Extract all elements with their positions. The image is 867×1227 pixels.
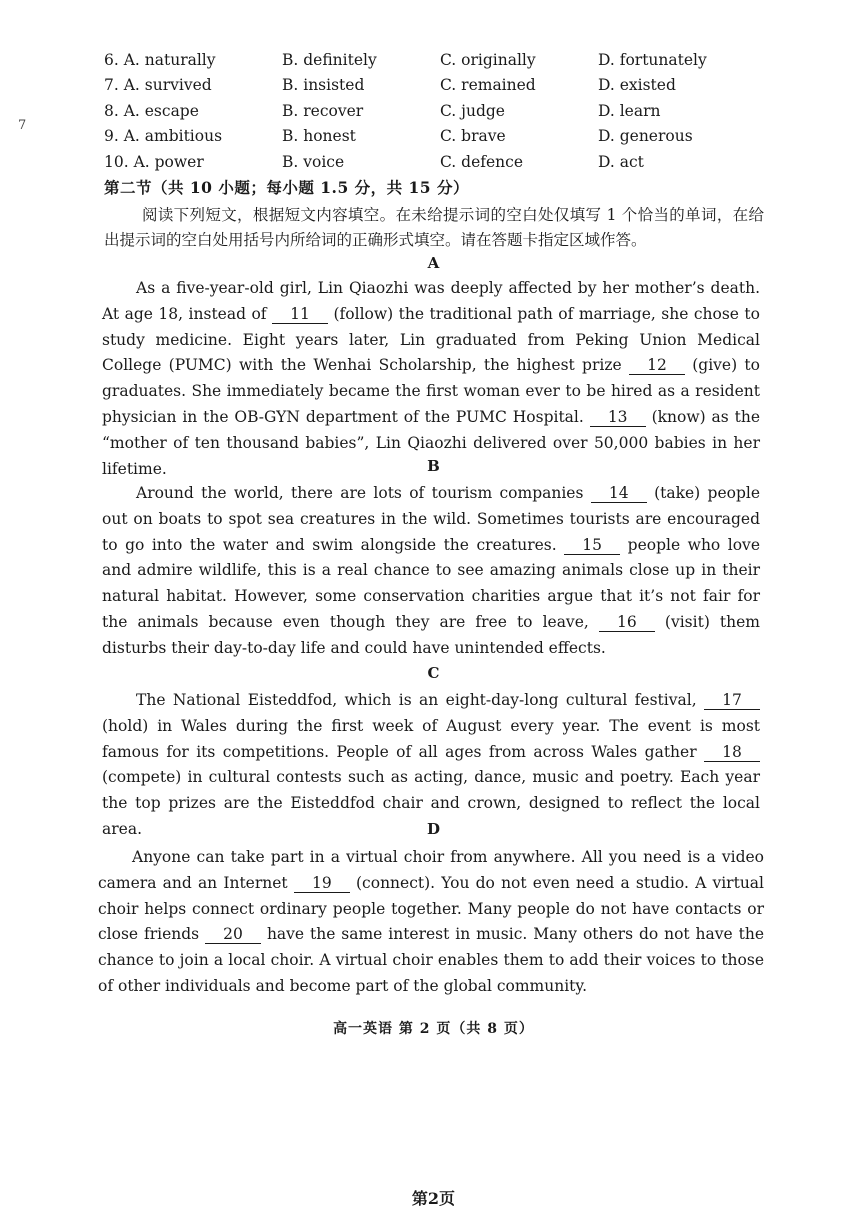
options-row xyxy=(104,73,744,99)
passage-b xyxy=(102,481,760,662)
option-d: D. existed xyxy=(598,76,676,95)
options-row xyxy=(104,98,744,124)
blank-12: 12 xyxy=(629,356,685,375)
passage-text: (connect). You do not even need a studio. A virtual choir helps connect ordinary people together. Many people do not have contacts or close friends xyxy=(98,873,765,944)
option-b: B. honest xyxy=(282,127,356,146)
options-row xyxy=(104,47,744,73)
section-title: 第二节（共 10 小题；每小题 1.5 分，共 15 分） xyxy=(104,178,469,197)
option-a: 9. A. ambitious xyxy=(104,127,223,146)
option-c: C. judge xyxy=(440,101,505,120)
option-b: B. recover xyxy=(282,101,364,120)
passage-text: (know) as the “mother of ten thousand babies”, Lin Qiaozhi delivered over 50,000 babies in her lifetime. xyxy=(102,407,760,478)
blank-20: 20 xyxy=(205,925,261,944)
option-b: B. insisted xyxy=(282,76,365,95)
blank-14: 14 xyxy=(591,484,647,503)
options-row xyxy=(104,149,744,175)
option-a: 6. A. naturally xyxy=(104,50,216,69)
option-d: D. act xyxy=(598,152,644,171)
option-d: D. generous xyxy=(598,127,693,146)
passage-text: The National Eisteddfod, which is an eight-day-long cultural festival, xyxy=(136,691,704,709)
option-c: C. brave xyxy=(440,127,506,146)
passage-text: (take) people out on boats to spot sea creatures in the wild. Sometimes tourists are encouraged to go into the water and swim alongside the creatures. xyxy=(102,484,760,554)
option-b: B. voice xyxy=(282,152,345,171)
passage-a-label: A xyxy=(427,254,440,272)
passage-c-label: C xyxy=(427,664,440,682)
option-d: D. fortunately xyxy=(598,50,707,69)
option-a: 8. A. escape xyxy=(104,101,199,120)
passage-d-label: D xyxy=(426,820,440,838)
passage-b-label: B xyxy=(427,457,440,475)
blank-19: 19 xyxy=(294,874,350,893)
option-c: C. remained xyxy=(440,76,536,95)
margin-mark: 7 xyxy=(18,118,27,133)
blank-17: 17 xyxy=(704,691,760,710)
passage-text: As a five-year-old girl, Lin Qiaozhi was deeply affected by her mother’s death. At age 18, instead of xyxy=(102,279,760,323)
option-d: D. learn xyxy=(598,101,661,120)
option-a: 10. A. power xyxy=(104,152,204,171)
option-b: B. definitely xyxy=(282,50,377,69)
page-footer: 高一英语 第 2 页（共 8 页） xyxy=(333,1021,534,1037)
passage-text: people who love and admire wildlife, this is a real chance to see amazing animals close up in their natural habitat. However, some conservation charities argue that it’s not fair for the animals because even though they are free to leave, xyxy=(102,535,760,631)
passage-a xyxy=(102,276,760,482)
option-a: 7. A. survived xyxy=(104,76,212,95)
options-row xyxy=(104,124,744,150)
passage-d xyxy=(98,845,764,1000)
section-instructions: 阅读下列短文，根据短文内容填空。在未给提示词的空白处仅填写 1 个恰当的单词，在给出提示词的空白处用括号内所给词的正确形式填空。请在答题卡指定区域作答。 xyxy=(104,206,764,249)
page-number: 第2页 xyxy=(411,1189,456,1208)
blank-18: 18 xyxy=(704,743,760,762)
blank-13: 13 xyxy=(590,408,646,427)
passage-text: have the same interest in music. Many others do not have the chance to join a local choir. A virtual choir enables them to add their voices to those of other individuals and become part of the global community. xyxy=(98,925,764,995)
passage-text: (give) to graduates. She immediately became the first woman ever to be hired as a resident physician in the OB-GYN department of the PUMC Hospital. xyxy=(102,356,760,426)
passage-text: (compete) in cultural contests such as acting, dance, music and poetry. Each year the top prizes are the Eisteddfod chair and crown, designed to reflect the local area. xyxy=(102,768,760,838)
passage-text: Around the world, there are lots of tourism companies xyxy=(136,484,591,502)
passage-text: (follow) the traditional path of marriage, she chose to study medicine. Eight years later, Lin graduated from Peking Union Medical College (PUMC) with the Wenhai Scholarship, the highest prize xyxy=(102,304,760,375)
passage-text: Anyone can take part in a virtual choir from anywhere. All you need is a video camera and an Internet xyxy=(98,848,764,892)
option-c: C. defence xyxy=(440,152,524,171)
options-table xyxy=(104,47,744,175)
passage-text: (hold) in Wales during the first week of August every year. The event is most famous for its competitions. People of all ages from across Wales gather xyxy=(102,716,760,761)
blank-16: 16 xyxy=(599,613,655,632)
blank-15: 15 xyxy=(564,536,620,555)
passage-text: (visit) them disturbs their day-to-day life and could have unintended effects. xyxy=(102,612,760,657)
option-c: C. originally xyxy=(440,50,536,69)
blank-11: 11 xyxy=(272,305,328,324)
